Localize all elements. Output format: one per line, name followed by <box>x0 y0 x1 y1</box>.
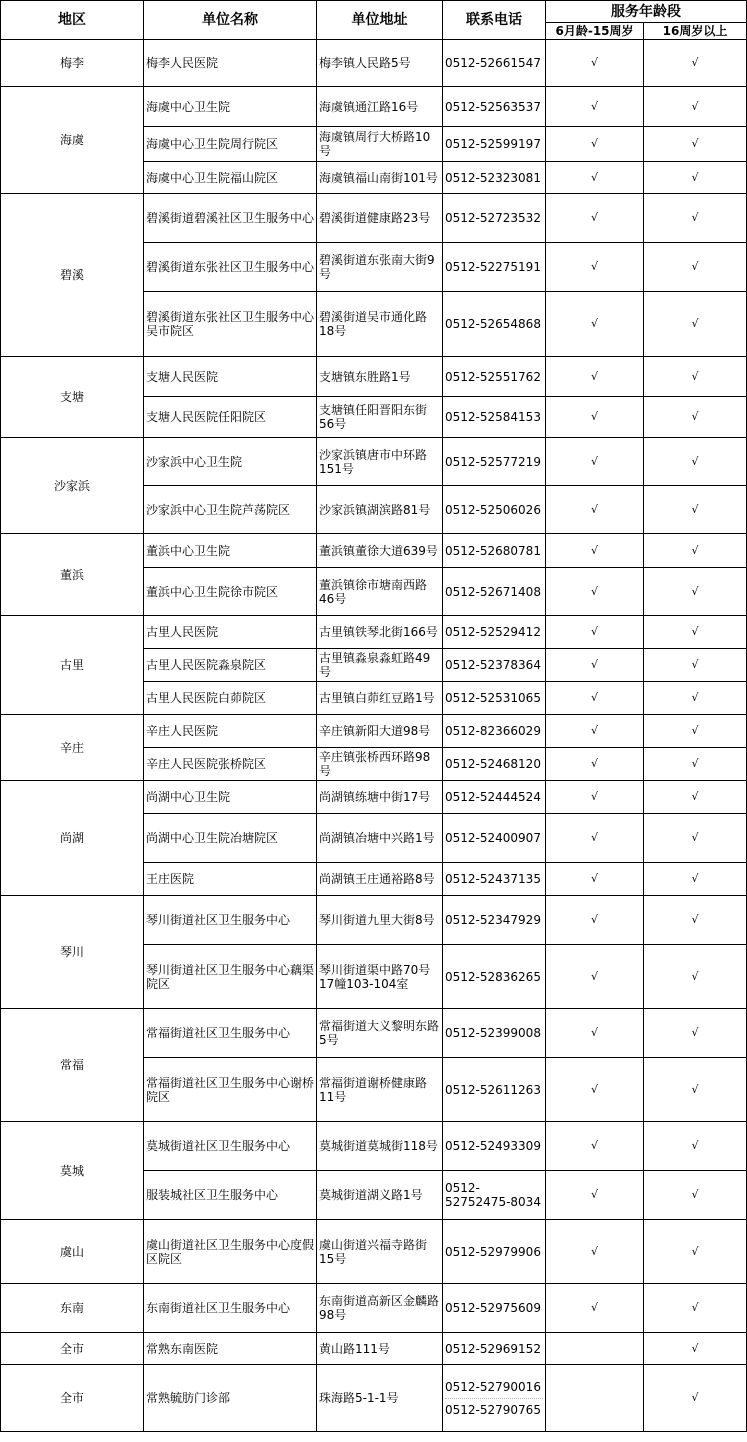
phone-number: 0512-52347929 <box>445 913 541 927</box>
header-phone: 联系电话 <box>443 1 546 40</box>
region-cell: 辛庄 <box>1 715 144 781</box>
unit-name-cell: 常熟毓肪门诊部 <box>144 1365 317 1432</box>
phone-cell <box>443 682 546 715</box>
unit-address-cell: 古里镇铁琴北街166号 <box>317 616 443 649</box>
age-child-check: √ <box>546 1009 644 1058</box>
region-cell: 沙家浜 <box>1 438 144 534</box>
phone-number: 0512-52599197 <box>445 137 541 151</box>
age-child-check: √ <box>546 863 644 896</box>
age-child-check: √ <box>546 534 644 568</box>
unit-name-cell: 古里人民医院淼泉院区 <box>144 649 317 682</box>
age-child-check: √ <box>546 748 644 781</box>
phone-cell <box>443 781 546 814</box>
table-body <box>1 40 747 1432</box>
unit-address-cell: 琴川街道渠中路70号17幢103-104室 <box>317 945 443 1009</box>
phone-cell <box>443 486 546 534</box>
phone-number: 0512-52680781 <box>445 543 541 558</box>
table-row <box>1 40 747 87</box>
region-cell: 梅李 <box>1 40 144 87</box>
phone-cell <box>443 1333 546 1365</box>
region-cell: 莫城 <box>1 1122 144 1220</box>
unit-address-cell: 古里镇白茆红豆路1号 <box>317 682 443 715</box>
age-adult-check: √ <box>644 863 747 896</box>
phone-cell <box>443 127 546 162</box>
unit-name-cell: 服装城社区卫生服务中心 <box>144 1171 317 1220</box>
phone-cell <box>443 568 546 616</box>
unit-name-cell: 海虞中心卫生院 <box>144 87 317 127</box>
region-cell: 虞山 <box>1 1220 144 1284</box>
phone-cell <box>443 194 546 243</box>
age-child-check: √ <box>546 357 644 397</box>
unit-name-cell: 琴川街道社区卫生服务中心藕渠院区 <box>144 945 317 1009</box>
age-adult-check: √ <box>644 1220 747 1284</box>
unit-address-cell: 梅李镇人民路5号 <box>317 40 443 87</box>
region-cell: 董浜 <box>1 534 144 616</box>
age-adult-check: √ <box>644 162 747 194</box>
age-child-check: √ <box>546 292 644 357</box>
age-adult-check: √ <box>644 87 747 127</box>
age-adult-check: √ <box>644 127 747 162</box>
phone-cell <box>443 1009 546 1058</box>
unit-address-cell: 海虞镇福山南街101号 <box>317 162 443 194</box>
unit-address-cell: 海虞镇周行大桥路10号 <box>317 127 443 162</box>
table-row <box>1 1220 747 1284</box>
unit-address-cell: 黄山路111号 <box>317 1333 443 1365</box>
unit-address-cell: 辛庄镇新阳大道98号 <box>317 715 443 748</box>
table-row <box>1 534 747 568</box>
table-row <box>1 87 747 127</box>
region-cell: 常福 <box>1 1009 144 1122</box>
age-child-check <box>546 1365 644 1432</box>
phone-cell <box>443 1122 546 1171</box>
phone-number: 0512-52969152 <box>445 1341 541 1356</box>
phone-number: 0512-52654868 <box>445 317 541 331</box>
phone-number: 0512-52611263 <box>445 1082 541 1097</box>
phone-cell <box>443 1058 546 1122</box>
phone-cell <box>443 1171 546 1220</box>
phone-number: 0512-52671408 <box>445 584 541 599</box>
phone-cell <box>443 438 546 486</box>
unit-address-cell: 碧溪街道吴市通化路18号 <box>317 292 443 357</box>
age-adult-check: √ <box>644 1122 747 1171</box>
age-adult-check: √ <box>644 814 747 863</box>
age-child-check: √ <box>546 715 644 748</box>
phone-cell <box>443 896 546 945</box>
unit-name-cell: 常福街道社区卫生服务中心谢桥院区 <box>144 1058 317 1122</box>
phone-number: 0512-52468120 <box>445 757 541 771</box>
unit-address-cell: 碧溪街道东张南大街9号 <box>317 243 443 292</box>
unit-name-cell: 支塘人民医院任阳院区 <box>144 397 317 438</box>
unit-name-cell: 沙家浜中心卫生院芦荡院区 <box>144 486 317 534</box>
table-row <box>1 896 747 945</box>
age-child-check: √ <box>546 87 644 127</box>
phone-number: 0512-52752475-8034 <box>445 1181 541 1209</box>
unit-name-cell: 董浜中心卫生院徐市院区 <box>144 568 317 616</box>
age-adult-check: √ <box>644 357 747 397</box>
age-child-check: √ <box>546 438 644 486</box>
phone-cell <box>443 534 546 568</box>
unit-name-cell: 尚湖中心卫生院 <box>144 781 317 814</box>
unit-name-cell: 东南街道社区卫生服务中心 <box>144 1284 317 1333</box>
unit-name-cell: 王庄医院 <box>144 863 317 896</box>
phone-number: 0512-82366029 <box>445 724 541 738</box>
age-child-check: √ <box>546 397 644 438</box>
phone-number: 0512-52979906 <box>445 1244 541 1259</box>
unit-name-cell: 碧溪街道碧溪社区卫生服务中心 <box>144 194 317 243</box>
age-child-check: √ <box>546 896 644 945</box>
unit-address-cell: 莫城街道湖义路1号 <box>317 1171 443 1220</box>
phone-number: 0512-52493309 <box>445 1139 541 1153</box>
header-age-adult: 16周岁以上 <box>644 23 747 40</box>
phone-cell <box>443 357 546 397</box>
unit-address-cell: 东南街道高新区金麟路98号 <box>317 1284 443 1333</box>
phone-cell <box>443 1284 546 1333</box>
unit-address-cell: 海虞镇通江路16号 <box>317 87 443 127</box>
age-adult-check: √ <box>644 486 747 534</box>
age-child-check: √ <box>546 162 644 194</box>
unit-address-cell: 珠海路5-1-1号 <box>317 1365 443 1432</box>
phone-number: 0512-52723532 <box>445 211 541 225</box>
region-cell: 琴川 <box>1 896 144 1009</box>
age-adult-check: √ <box>644 1284 747 1333</box>
unit-address-cell: 沙家浜镇湖滨路81号 <box>317 486 443 534</box>
phone-number: 0512-52975609 <box>445 1301 541 1315</box>
age-child-check: √ <box>546 682 644 715</box>
age-adult-check: √ <box>644 896 747 945</box>
phone-number: 0512-52399008 <box>445 1026 541 1040</box>
unit-address-cell: 尚湖镇冶塘中兴路1号 <box>317 814 443 863</box>
region-cell: 碧溪 <box>1 194 144 357</box>
age-child-check: √ <box>546 1284 644 1333</box>
unit-name-cell: 碧溪街道东张社区卫生服务中心 <box>144 243 317 292</box>
age-child-check: √ <box>546 649 644 682</box>
phone-cell <box>443 814 546 863</box>
unit-address-cell: 董浜镇徐市塘南西路46号 <box>317 568 443 616</box>
unit-address-cell: 古里镇淼泉淼虹路49号 <box>317 649 443 682</box>
table-row <box>1 781 747 814</box>
unit-name-cell: 梅李人民医院 <box>144 40 317 87</box>
phone-number: 0512-52400907 <box>445 831 541 845</box>
phone-number: 0512-52584153 <box>445 410 541 424</box>
phone-cell <box>443 748 546 781</box>
phone-number: 0512-52378364 <box>445 658 541 672</box>
header-address: 单位地址 <box>317 1 443 40</box>
unit-name-cell: 董浜中心卫生院 <box>144 534 317 568</box>
unit-address-cell: 沙家浜镇唐市中环路151号 <box>317 438 443 486</box>
phone-number: 0512-52563537 <box>445 99 541 114</box>
unit-name-cell: 虞山街道社区卫生服务中心度假区院区 <box>144 1220 317 1284</box>
unit-name-cell: 琴川街道社区卫生服务中心 <box>144 896 317 945</box>
unit-name-cell: 海虞中心卫生院周行院区 <box>144 127 317 162</box>
unit-name-cell: 沙家浜中心卫生院 <box>144 438 317 486</box>
table-row <box>1 1284 747 1333</box>
unit-address-cell: 辛庄镇张桥西环路98号 <box>317 748 443 781</box>
unit-address-cell: 支塘镇任阳晋阳东街56号 <box>317 397 443 438</box>
age-child-check: √ <box>546 1122 644 1171</box>
phone-cell <box>443 292 546 357</box>
age-child-check: √ <box>546 194 644 243</box>
table-row <box>1 357 747 397</box>
age-adult-check: √ <box>644 397 747 438</box>
phone-cell <box>443 1220 546 1284</box>
phone-number: 0512-52275191 <box>445 260 541 274</box>
phone-number: 0512-52661547 <box>445 56 541 70</box>
age-adult-check: √ <box>644 781 747 814</box>
age-adult-check: √ <box>644 243 747 292</box>
phone-cell <box>443 863 546 896</box>
phone-number: 0512-52506026 <box>445 502 541 517</box>
unit-name-cell: 辛庄人民医院 <box>144 715 317 748</box>
phone-cell <box>443 715 546 748</box>
region-cell: 尚湖 <box>1 781 144 896</box>
phone-cell <box>443 40 546 87</box>
table-row <box>1 715 747 748</box>
region-cell: 全市 <box>1 1333 144 1365</box>
phone-number: 0512-52531065 <box>445 691 541 705</box>
age-adult-check: √ <box>644 1171 747 1220</box>
age-child-check: √ <box>546 243 644 292</box>
unit-name-cell: 支塘人民医院 <box>144 357 317 397</box>
header-name: 单位名称 <box>144 1 317 40</box>
age-adult-check: √ <box>644 194 747 243</box>
age-child-check: √ <box>546 1220 644 1284</box>
table-row <box>1 1009 747 1058</box>
age-adult-check: √ <box>644 292 747 357</box>
unit-name-cell: 常福街道社区卫生服务中心 <box>144 1009 317 1058</box>
table-row <box>1 438 747 486</box>
unit-address-cell: 支塘镇东胜路1号 <box>317 357 443 397</box>
age-child-check <box>546 1333 644 1365</box>
age-adult-check: √ <box>644 1365 747 1432</box>
region-cell: 古里 <box>1 616 144 715</box>
age-adult-check: √ <box>644 568 747 616</box>
phone-number: 0512-52444524 <box>445 790 541 804</box>
age-child-check: √ <box>546 616 644 649</box>
table-row <box>1 1365 747 1432</box>
age-child-check: √ <box>546 814 644 863</box>
unit-address-cell: 尚湖镇练塘中街17号 <box>317 781 443 814</box>
phone-cell <box>443 616 546 649</box>
phone-cell <box>443 162 546 194</box>
age-child-check: √ <box>546 1171 644 1220</box>
table-row <box>1 616 747 649</box>
phone-number: 0512-52437135 <box>445 872 541 886</box>
header-age-group: 服务年龄段 <box>546 1 747 23</box>
age-adult-check: √ <box>644 945 747 1009</box>
age-child-check: √ <box>546 40 644 87</box>
unit-address-cell: 常福街道大义黎明东路5号 <box>317 1009 443 1058</box>
unit-name-cell: 辛庄人民医院张桥院区 <box>144 748 317 781</box>
unit-name-cell: 尚湖中心卫生院冶塘院区 <box>144 814 317 863</box>
phone-number: 0512-52323081 <box>445 170 541 185</box>
phone-cell <box>443 649 546 682</box>
age-child-check: √ <box>546 781 644 814</box>
age-adult-check: √ <box>644 1009 747 1058</box>
table-row <box>1 1333 747 1365</box>
table-row <box>1 194 747 243</box>
phone-cell <box>443 945 546 1009</box>
phone-number: 0512-52790016 <box>445 1376 543 1399</box>
unit-address-cell: 莫城街道莫城街118号 <box>317 1122 443 1171</box>
unit-name-cell: 古里人民医院 <box>144 616 317 649</box>
phone-number: 0512-52790765 <box>445 1402 541 1417</box>
age-adult-check: √ <box>644 616 747 649</box>
age-child-check: √ <box>546 127 644 162</box>
phone-cell <box>443 397 546 438</box>
age-adult-check: √ <box>644 438 747 486</box>
age-adult-check: √ <box>644 715 747 748</box>
age-adult-check: √ <box>644 40 747 87</box>
age-child-check: √ <box>546 1058 644 1122</box>
region-cell: 支塘 <box>1 357 144 438</box>
age-adult-check: √ <box>644 1058 747 1122</box>
unit-address-cell: 常福街道谢桥健康路11号 <box>317 1058 443 1122</box>
phone-number: 0512-52577219 <box>445 454 541 469</box>
region-cell: 全市 <box>1 1365 144 1432</box>
phone-number: 0512-52529412 <box>445 625 541 639</box>
unit-name-cell: 碧溪街道东张社区卫生服务中心吴市院区 <box>144 292 317 357</box>
age-adult-check: √ <box>644 748 747 781</box>
unit-address-cell: 董浜镇董徐大道639号 <box>317 534 443 568</box>
phone-number: 0512-52836265 <box>445 969 541 984</box>
header-region: 地区 <box>1 1 144 40</box>
phone-cell <box>443 243 546 292</box>
unit-address-cell: 尚湖镇王庄通裕路8号 <box>317 863 443 896</box>
phone-number: 0512-52551762 <box>445 369 541 384</box>
age-child-check: √ <box>546 486 644 534</box>
region-cell: 东南 <box>1 1284 144 1333</box>
age-adult-check: √ <box>644 534 747 568</box>
unit-address-cell: 虞山街道兴福寺路街15号 <box>317 1220 443 1284</box>
unit-name-cell: 海虞中心卫生院福山院区 <box>144 162 317 194</box>
unit-name-cell: 莫城街道社区卫生服务中心 <box>144 1122 317 1171</box>
unit-name-cell: 古里人民医院白茆院区 <box>144 682 317 715</box>
phone-cell <box>443 87 546 127</box>
phone-cell <box>443 1365 546 1432</box>
unit-address-cell: 琴川街道九里大街8号 <box>317 896 443 945</box>
age-adult-check: √ <box>644 1333 747 1365</box>
age-child-check: √ <box>546 568 644 616</box>
unit-name-cell: 常熟东南医院 <box>144 1333 317 1365</box>
age-child-check: √ <box>546 945 644 1009</box>
table-row <box>1 1122 747 1171</box>
unit-address-cell: 碧溪街道健康路23号 <box>317 194 443 243</box>
age-adult-check: √ <box>644 682 747 715</box>
age-adult-check: √ <box>644 649 747 682</box>
region-cell: 海虞 <box>1 87 144 194</box>
header-age-child: 6月龄-15周岁 <box>546 23 644 40</box>
